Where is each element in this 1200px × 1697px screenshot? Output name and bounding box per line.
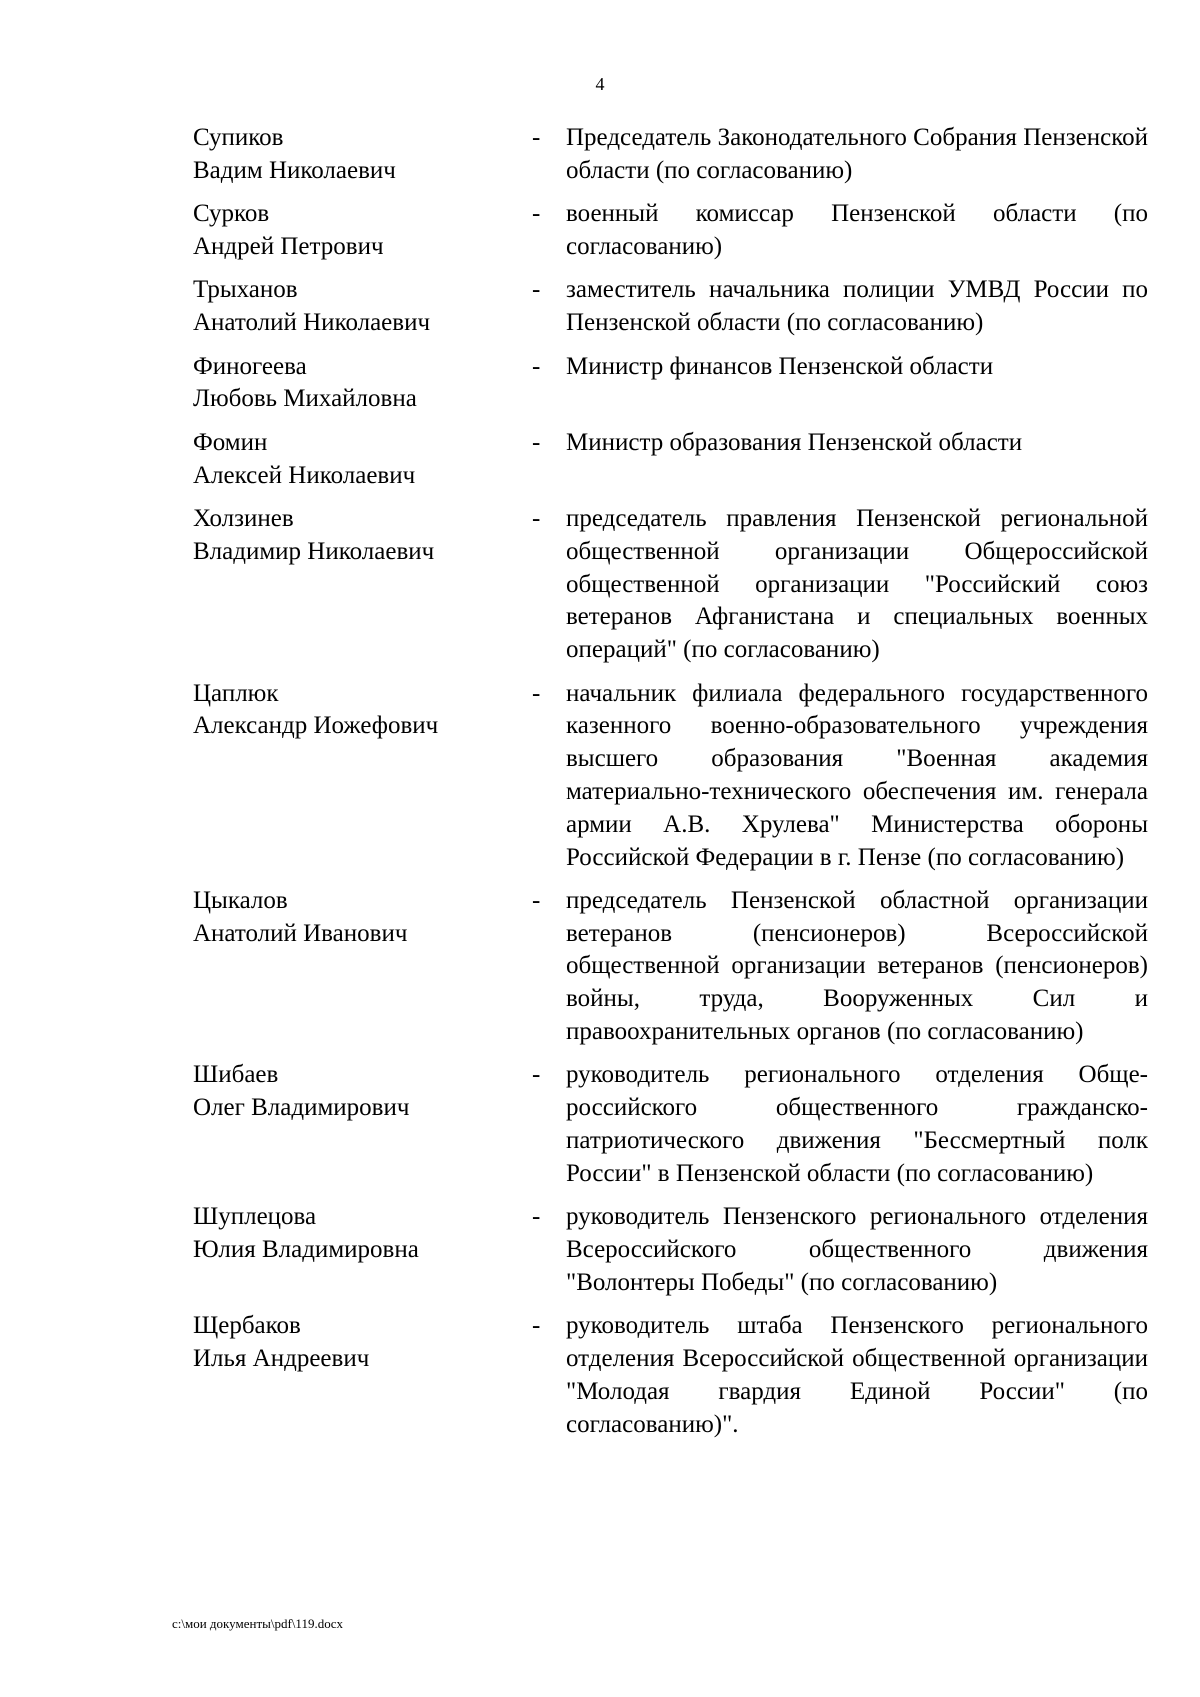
member-row (193, 351, 1148, 417)
member-surname: Цыкалов (193, 886, 288, 914)
member-given-name: Вадим Николаевич (193, 156, 396, 184)
member-given-name: Владимир Николаевич (193, 537, 435, 565)
member-position: председатель правления Пензенской региональной общественной организации Общероссийской общественной организации "Российский союз ветеранов Афганистана и специальных военных операций" (по согласованию) (566, 504, 1148, 664)
member-surname: Шибаев (193, 1061, 279, 1089)
member-row (193, 678, 1148, 875)
member-surname: Шуплецова (193, 1203, 317, 1231)
member-position: заместитель начальника полиции УМВД России по Пензенской области (по согласованию) (566, 276, 1148, 337)
member-name (193, 1059, 532, 1190)
member-name (193, 1201, 532, 1299)
dash-separator: - (532, 679, 541, 707)
member-given-name: Александр Иожефович (193, 712, 439, 740)
member-position: Министр образования Пензенской области (566, 428, 1023, 456)
member-name (193, 885, 532, 1049)
member-surname: Холзинев (193, 504, 294, 532)
footer-file-path: c:\мои документы\pdf\119.docx (172, 1616, 343, 1631)
member-surname: Цаплюк (193, 679, 279, 707)
member-given-name: Любовь Михайловна (193, 385, 417, 413)
members-list (193, 122, 1148, 1452)
member-name (193, 678, 532, 875)
dash-separator: - (532, 200, 541, 228)
member-given-name: Юлия Владимировна (193, 1236, 419, 1264)
member-row (193, 198, 1148, 264)
member-name (193, 198, 532, 264)
dash-separator: - (532, 1061, 541, 1089)
member-surname: Сурков (193, 200, 270, 228)
member-given-name: Олег Владимирович (193, 1094, 410, 1122)
member-position: руководитель штаба Пензенского регионального отделения Всероссийской общественной организации "Молодая гвардия Единой России" (по согласованию)". (566, 1312, 1148, 1438)
dash-separator: - (532, 352, 541, 380)
member-surname: Финогеева (193, 352, 307, 380)
member-row (193, 503, 1148, 667)
member-position: Министр финансов Пензенской области (566, 352, 994, 380)
member-name (193, 122, 532, 188)
member-surname: Щербаков (193, 1312, 301, 1340)
member-name (193, 503, 532, 667)
dash-separator: - (532, 1312, 541, 1340)
dash-separator: - (532, 428, 541, 456)
member-name (193, 274, 532, 340)
member-row (193, 1201, 1148, 1299)
member-position: руководитель Пензенского регионального отделения Всероссийского общественного движения "Волонтеры Победы" (по согласованию) (566, 1203, 1148, 1296)
member-surname: Фомин (193, 428, 268, 456)
member-row (193, 122, 1148, 188)
member-position: начальник филиала федерального государственного казенного военно-образовательного учреждения высшего образования "Военная академия материально-технического обеспечения им. генерала армии А.В. Хрулева" Министерства обороны Российской Федерации в г. Пензе (по согласованию) (566, 679, 1148, 871)
member-name (193, 1310, 532, 1441)
dash-separator: - (532, 504, 541, 532)
member-surname: Трыханов (193, 276, 298, 304)
member-row (193, 427, 1148, 493)
member-surname: Супиков (193, 124, 284, 151)
member-row (193, 1059, 1148, 1190)
member-given-name: Андрей Петрович (193, 232, 384, 260)
member-name (193, 351, 532, 417)
dash-separator: - (532, 124, 541, 151)
dash-separator: - (532, 1203, 541, 1231)
member-name (193, 427, 532, 493)
member-given-name: Анатолий Николаевич (193, 309, 431, 337)
member-given-name: Илья Андреевич (193, 1345, 370, 1373)
member-row (193, 274, 1148, 340)
member-given-name: Анатолий Иванович (193, 919, 408, 947)
member-position: Председатель Законодательного Собрания Пензенской области (по согласованию) (566, 124, 1148, 184)
dash-separator: - (532, 886, 541, 914)
member-row (193, 1310, 1148, 1441)
member-position: председатель Пензенской областной организации ветеранов (пенсионеров) Всероссийской общественной организации ветеранов (пенсионеров) войны, труда, Вооруженных Сил и правоохранительных органов (по согласованию) (566, 886, 1148, 1046)
page-number: 4 (595, 74, 605, 94)
member-row (193, 885, 1148, 1049)
dash-separator: - (532, 276, 541, 304)
member-given-name: Алексей Николаевич (193, 461, 416, 489)
member-position: руководитель регионального отделения Общероссийского общественного гражданско-патриотического движения "Бессмертный полк России" в Пензенской области (по согласованию) (566, 1061, 1148, 1187)
member-position: военный комиссар Пензенской области (по согласованию) (566, 200, 1148, 260)
